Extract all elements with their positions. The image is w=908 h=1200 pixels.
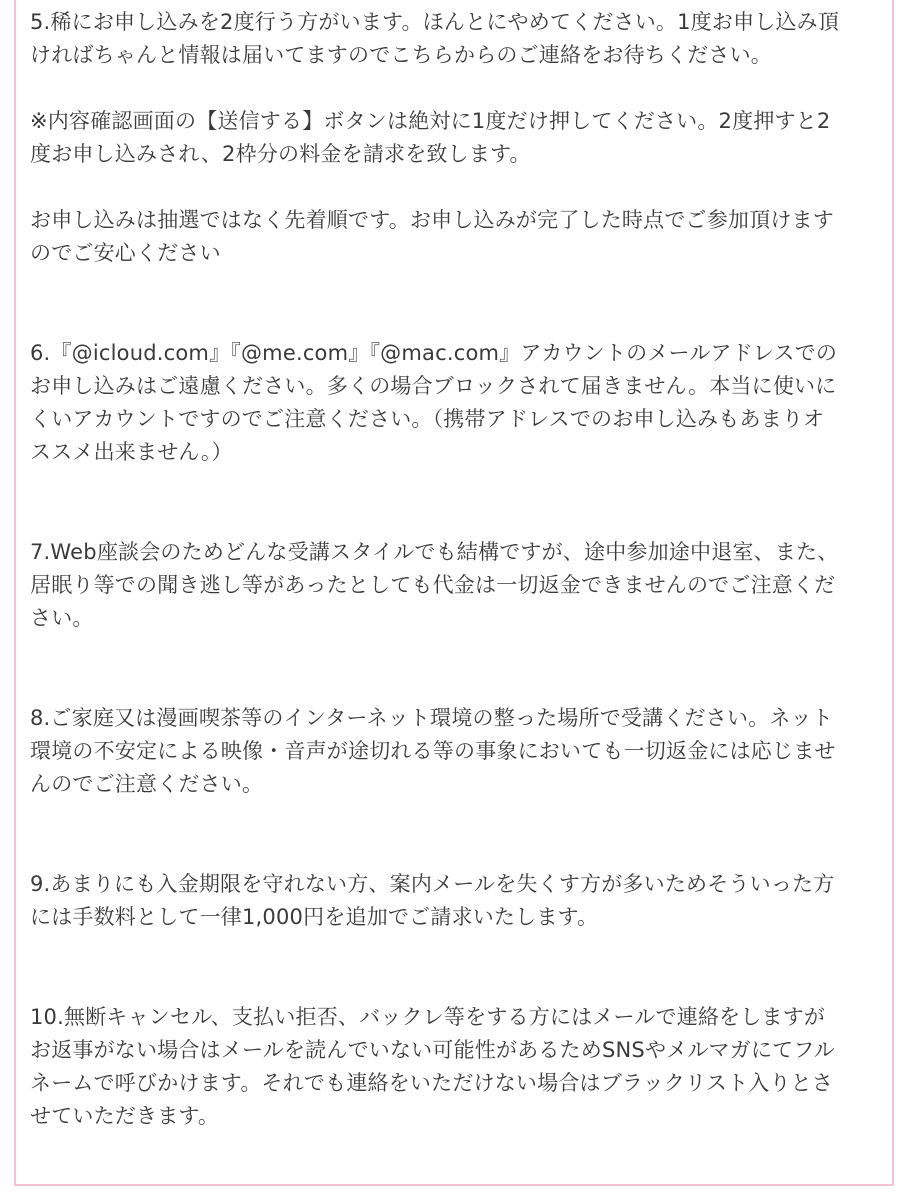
paragraph-7: [30, 536, 875, 635]
text-line: お申し込みは抽選ではなく先着順です。お申し込みが完了した時点でご参加頂けます: [30, 208, 834, 232]
paragraph-10: [30, 1001, 875, 1133]
text-line: 8.ご家庭又は漫画喫茶等のインターネット環境の整った場所で受講ください。ネット: [30, 706, 833, 730]
text-line: 居眠り等での聞き逃し等があったとしても代金は一切返金できませんのでご注意くだ: [30, 573, 836, 597]
paragraph-9: [30, 868, 875, 934]
spacer: [30, 171, 875, 204]
paragraph-first-come: [30, 204, 875, 270]
spacer: [30, 270, 875, 337]
text-line: 10.無断キャンセル、支払い拒否、バックレ等をする方にはメールで連絡をしますが: [30, 1005, 826, 1029]
text-line: お申し込みはご遠慮ください。多くの場合ブロックされて届きません。本当に使いに: [30, 374, 837, 398]
text-line: さい。: [30, 606, 94, 630]
spacer: [30, 801, 875, 868]
terms-content: [30, 6, 875, 1133]
text-line: くいアカウントですのでご注意ください。（携帯アドレスでのお申し込みもあまりオ: [30, 407, 825, 431]
paragraph-note: [30, 105, 875, 171]
text-line: 9.あまりにも入金期限を守れない方、案内メールを失くす方が多いためそういった方: [30, 872, 835, 896]
text-line: せていただきます。: [30, 1104, 220, 1128]
text-line: 環境の不安定による映像・音声が途切れる等の事象においても一切返金には応じませ: [30, 739, 836, 763]
text-line: 7.Web座談会のためどんな受講スタイルでも結構ですが、途中参加途中退室、また、: [30, 540, 839, 564]
text-line: お返事がない場合はメールを読んでいない可能性があるためSNSやメルマガにてフル: [30, 1038, 835, 1062]
paragraph-5: [30, 6, 875, 72]
paragraph-6: [30, 337, 875, 469]
paragraph-8: [30, 702, 875, 801]
text-line: 5.稀にお申し込みを2度行う方がいます。ほんとにやめてください。1度お申し込み頂: [30, 10, 840, 34]
text-line: ※内容確認画面の【送信する】ボタンは絶対に1度だけ押してください。2度押すと2: [30, 109, 831, 133]
text-line: ければちゃんと情報は届いてますのでこちらからのご連絡をお待ちください。: [30, 43, 772, 67]
spacer: [30, 469, 875, 536]
text-line: のでご安心ください: [30, 241, 221, 265]
text-line: ススメ出来ません。）: [30, 440, 233, 464]
text-line: には手数料として一律1,000円を追加でご請求いたします。: [30, 905, 599, 929]
text-line: 6.『@icloud.com』『@me.com』『@mac.com』アカウントのメールアドレスでの: [30, 341, 838, 365]
text-line: ネームで呼びかけます。それでも連絡をいただけない場合はブラックリスト入りとさ: [30, 1071, 834, 1095]
text-line: んのでご注意ください。: [30, 772, 264, 796]
spacer: [30, 72, 875, 105]
text-line: 度お申し込みされ、2枠分の料金を請求を致します。: [30, 142, 531, 166]
spacer: [30, 934, 875, 1001]
spacer: [30, 635, 875, 702]
